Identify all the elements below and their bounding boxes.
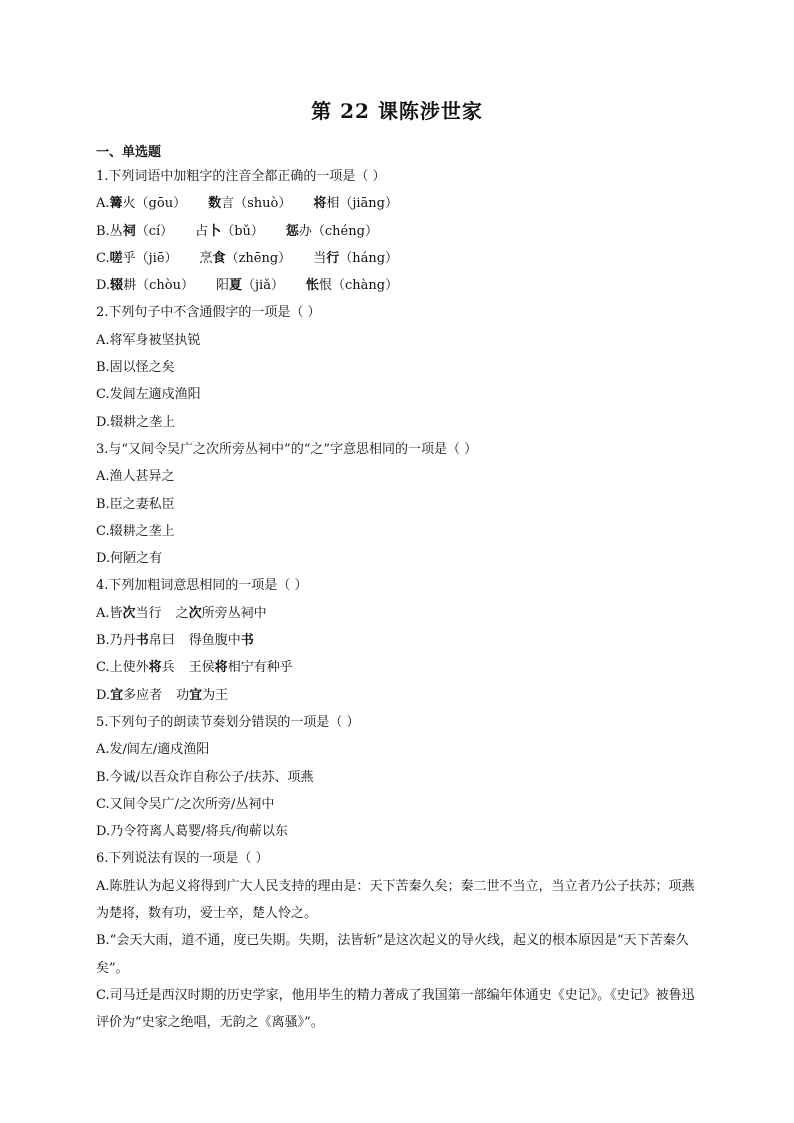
bold-character: 宜	[189, 687, 203, 703]
option-text: A.	[96, 196, 110, 212]
bold-character: 次	[122, 605, 136, 621]
answer-option	[96, 272, 706, 299]
bold-character: 将	[148, 660, 162, 676]
option-text: A.将军身被坚执锐	[96, 332, 201, 348]
document-body	[96, 143, 706, 1037]
answer-option	[96, 764, 706, 791]
option-text: 相（jiāng）	[326, 196, 398, 212]
answer-option	[96, 354, 706, 381]
answer-option	[96, 791, 706, 818]
bold-character: 卜	[208, 223, 222, 239]
bold-character: 行	[326, 250, 340, 266]
option-text: （cí）	[135, 223, 174, 239]
answer-option	[96, 518, 706, 545]
option-text: 乎（jiē）	[122, 250, 178, 266]
answer-option	[96, 190, 706, 217]
question-stem: 4.下列加粗词意思相同的一项是（ ）	[96, 578, 308, 594]
option-text: D.辍耕之垄上	[96, 414, 176, 430]
option-text: C.辍耕之垄上	[96, 523, 175, 539]
bold-character: 惩	[285, 223, 299, 239]
answer-option	[96, 600, 706, 627]
option-text: D.乃令符离人葛婴/将兵/徇蕲以东	[96, 824, 288, 840]
bold-character: 将	[313, 196, 327, 212]
bold-character: 书	[135, 633, 149, 649]
option-text: 多应者	[123, 687, 163, 703]
bold-character: 将	[214, 660, 228, 676]
bold-character: 祠	[122, 223, 136, 239]
option-text: D.	[96, 687, 111, 703]
option-text: B.乃丹	[96, 633, 136, 649]
option-text: 帛曰	[148, 633, 175, 649]
option-text: 当	[313, 250, 327, 266]
section-heading: 一、单选题	[96, 145, 162, 160]
answer-option	[96, 218, 706, 245]
option-text: 相宁有种乎	[227, 660, 293, 676]
answer-option	[96, 463, 706, 490]
option-text: A.皆	[96, 605, 123, 621]
option-paragraph: A.陈胜认为起义将得到广大人民支持的理由是：天下苦秦久矣；秦二世不当立，当立者乃公子扶苏；项燕为楚将，数有功，爱士卒，楚人怜之。	[96, 878, 695, 922]
answer-option	[96, 245, 706, 272]
option-text: 之	[175, 605, 189, 621]
option-text: C.上使外	[96, 660, 149, 676]
option-text: A.发/闾左/適戍渔阳	[96, 742, 210, 758]
option-text: C.	[96, 250, 110, 266]
bold-character: 辍	[110, 278, 124, 294]
option-text: 王侯	[188, 660, 215, 676]
option-text: 恨（chàng）	[318, 278, 399, 294]
option-text: 为王	[202, 687, 229, 703]
answer-option	[96, 545, 706, 572]
answer-option	[96, 654, 706, 681]
answer-option	[96, 627, 706, 654]
option-text: 占	[195, 223, 209, 239]
option-text: 兵	[161, 660, 175, 676]
bold-character: 食	[212, 250, 226, 266]
option-text: B.丛	[96, 223, 123, 239]
option-text: （háng）	[339, 250, 399, 266]
option-text: B.固以怪之矣	[96, 360, 175, 376]
option-text: 火（gōu）	[122, 196, 187, 212]
bold-character: 书	[240, 633, 254, 649]
option-text: A.渔人甚异之	[96, 469, 175, 485]
answer-option	[96, 818, 706, 845]
bold-character: 嗟	[109, 250, 123, 266]
answer-option	[96, 409, 706, 436]
page-title: 第 22 课陈涉世家	[311, 99, 483, 123]
question-stem: 1.下列词语中加粗字的注音全都正确的一项是（ ）	[96, 169, 386, 184]
answer-option	[96, 736, 706, 763]
option-text: 耕（chòu）	[123, 278, 194, 294]
question-stem: 5.下列句子的朗读节奏划分错误的一项是（ ）	[96, 714, 360, 730]
option-text: （zhēng）	[225, 250, 292, 266]
answer-option	[96, 682, 706, 709]
option-text: 得鱼腹中	[188, 633, 241, 649]
bold-character: 怅	[305, 278, 319, 294]
bold-character: 宜	[110, 687, 124, 703]
option-text: （jiǎ）	[242, 278, 284, 294]
option-text: B.今诚/以吾众诈自称公子/扶苏、项燕	[96, 769, 314, 785]
option-paragraph: B.“会天大雨，道不通，度已失期。失期，法皆斩”是这次起义的导火线，起义的根本原因是“天下苦秦久矣”。	[96, 933, 689, 976]
option-text: 当行	[135, 605, 162, 621]
bold-character: 数	[208, 196, 222, 212]
option-text: （bǔ）	[221, 223, 264, 239]
bold-character: 次	[188, 605, 202, 621]
option-text: C.又间令吴广/之次所旁/丛祠中	[96, 796, 275, 812]
option-text: B.臣之妻私臣	[96, 496, 175, 512]
answer-option	[96, 381, 706, 408]
option-text: 办（chéng）	[298, 223, 378, 239]
option-text: D.何陋之有	[96, 551, 163, 567]
option-text: 功	[176, 687, 190, 703]
bold-character: 夏	[228, 278, 242, 294]
option-text: 言（shuò）	[221, 196, 292, 212]
answer-option	[96, 327, 706, 354]
option-paragraph: C.司马迁是西汉时期的历史学家，他用毕生的精力著成了我国第一部编年体通史《史记》。《史记》被鲁迅评价为“史家之绝唱，无韵之《离骚》”。	[96, 987, 695, 1031]
question-stem: 6.下列说法有误的一项是（ ）	[96, 851, 269, 867]
option-text: 烹	[199, 250, 213, 266]
bold-character: 篝	[109, 196, 123, 212]
answer-option	[96, 491, 706, 518]
option-text: C.发闾左適戍渔阳	[96, 387, 201, 403]
question-stem: 3.与“又间令吴广之次所旁丛祠中”的“之”字意思相同的一项是（ ）	[96, 441, 478, 457]
option-text: 阳	[215, 278, 229, 294]
option-text: D.	[96, 278, 111, 294]
option-text: 所旁丛祠中	[201, 605, 267, 621]
question-stem: 2.下列句子中不含通假字的一项是（ ）	[96, 305, 321, 321]
